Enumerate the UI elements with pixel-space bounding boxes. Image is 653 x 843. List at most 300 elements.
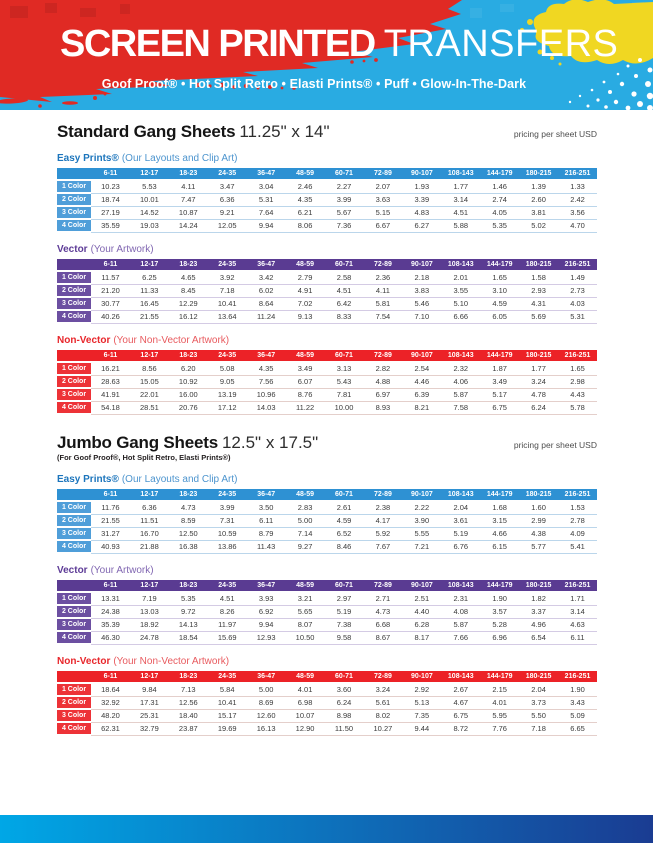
pricing-table-block-standard-easy-prints [57,152,597,233]
price-cell: 12.93 [247,632,286,645]
price-cell: 3.81 [519,207,558,220]
price-cell: 7.38 [325,619,364,632]
price-cell: 9.05 [208,376,247,389]
quantity-range-header: 36-47 [247,168,286,181]
price-cell: 21.88 [130,541,169,554]
footer-bar [0,815,653,843]
color-count-label: 2 Color [57,376,91,389]
quantity-range-header: 180-215 [519,259,558,272]
price-cell: 5.35 [480,220,519,233]
quantity-range-header: 12-17 [130,580,169,593]
price-row [57,606,597,619]
color-count-label: 4 Color [57,541,91,554]
price-cell: 6.98 [286,697,325,710]
price-cell: 3.56 [558,207,597,220]
price-row [57,402,597,415]
price-cell: 6.02 [247,285,286,298]
price-cell: 4.65 [169,272,208,285]
price-cell: 18.74 [91,194,130,207]
price-cell: 13.19 [208,389,247,402]
price-cell: 5.92 [363,528,402,541]
price-cell: 5.41 [558,541,597,554]
quantity-range-header: 18-23 [169,580,208,593]
price-cell: 4.01 [480,697,519,710]
price-cell: 10.41 [208,298,247,311]
color-count-label: 4 Color [57,311,91,324]
price-cell: 12.50 [169,528,208,541]
quantity-range-header: 216-251 [558,168,597,181]
price-cell: 7.64 [247,207,286,220]
price-cell: 7.18 [208,285,247,298]
pricing-table-block-standard-vector [57,243,597,324]
price-cell: 4.08 [441,606,480,619]
price-cell: 6.92 [247,606,286,619]
price-cell: 24.38 [91,606,130,619]
price-cell: 5.35 [169,593,208,606]
price-cell: 4.83 [402,207,441,220]
price-cell: 9.94 [247,619,286,632]
price-cell: 6.27 [402,220,441,233]
price-cell: 1.68 [480,502,519,515]
price-cell: 4.11 [363,285,402,298]
price-cell: 2.27 [325,181,364,194]
price-cell: 4.17 [363,515,402,528]
price-cell: 32.92 [91,697,130,710]
price-cell: 1.53 [558,502,597,515]
quantity-range-header: 24-35 [208,671,247,684]
price-cell: 35.59 [91,220,130,233]
price-cell: 6.54 [519,632,558,645]
table-category-label [57,152,597,165]
price-cell: 6.65 [558,723,597,736]
price-table-host [57,671,597,736]
price-cell: 3.47 [208,181,247,194]
price-cell: 9.72 [169,606,208,619]
price-cell: 10.59 [208,528,247,541]
price-cell: 10.41 [208,697,247,710]
price-cell: 7.19 [130,593,169,606]
price-cell: 32.79 [130,723,169,736]
quantity-range-header: 180-215 [519,489,558,502]
quantity-range-header: 24-35 [208,259,247,272]
price-cell: 5.67 [325,207,364,220]
price-cell: 5.00 [286,515,325,528]
price-cell: 2.54 [402,363,441,376]
quantity-range-header: 180-215 [519,580,558,593]
quantity-range-header: 72-89 [363,580,402,593]
price-cell: 6.21 [286,207,325,220]
quantity-range-header: 36-47 [247,671,286,684]
table-corner-cell [57,580,91,593]
price-cell: 1.49 [558,272,597,285]
price-cell: 2.71 [363,593,402,606]
section-sheet-size: 11.25" x 14" [239,122,330,141]
price-cell: 3.55 [441,285,480,298]
price-cell: 6.75 [480,402,519,415]
price-row [57,363,597,376]
quantity-range-header: 18-23 [169,350,208,363]
pricing-unit-note: pricing per sheet USD [513,129,597,139]
price-cell: 2.61 [325,502,364,515]
price-cell: 5.43 [325,376,364,389]
price-cell: 3.90 [402,515,441,528]
quantity-range-header: 60-71 [325,350,364,363]
price-cell: 6.25 [130,272,169,285]
price-cell: 1.87 [480,363,519,376]
price-cell: 4.31 [519,298,558,311]
price-cell: 11.33 [130,285,169,298]
price-row [57,723,597,736]
price-cell: 40.26 [91,311,130,324]
price-cell: 5.87 [441,389,480,402]
price-cell: 22.01 [130,389,169,402]
title-transfers: TRANSFERS [383,23,619,65]
price-row [57,619,597,632]
price-table [57,259,597,324]
price-row [57,207,597,220]
price-table [57,671,597,736]
price-cell: 4.91 [286,285,325,298]
price-cell: 4.35 [286,194,325,207]
price-table-host [57,350,597,415]
price-cell: 17.31 [130,697,169,710]
quantity-range-header: 24-35 [208,168,247,181]
price-cell: 14.03 [247,402,286,415]
color-count-label: 3 Color [57,298,91,311]
color-count-label: 1 Color [57,363,91,376]
color-count-label: 1 Color [57,502,91,515]
price-cell: 3.99 [208,502,247,515]
hero-banner [0,0,653,110]
price-cell: 1.77 [519,363,558,376]
quantity-range-header: 18-23 [169,489,208,502]
price-cell: 4.59 [325,515,364,528]
price-cell: 4.59 [480,298,519,311]
price-cell: 2.07 [363,181,402,194]
price-cell: 31.27 [91,528,130,541]
price-cell: 4.66 [480,528,519,541]
price-cell: 1.82 [519,593,558,606]
price-cell: 2.82 [363,363,402,376]
quantity-range-header: 24-35 [208,489,247,502]
quantity-range-header: 144-179 [480,580,519,593]
price-cell: 5.78 [558,402,597,415]
price-cell: 5.02 [519,220,558,233]
price-cell: 7.36 [325,220,364,233]
price-cell: 3.83 [402,285,441,298]
price-cell: 10.87 [169,207,208,220]
color-count-label: 3 Color [57,207,91,220]
price-cell: 6.52 [325,528,364,541]
price-cell: 5.61 [363,697,402,710]
price-cell: 8.76 [286,389,325,402]
table-corner-cell [57,671,91,684]
quantity-range-header: 108-143 [441,671,480,684]
table-corner-cell [57,350,91,363]
category-name: Easy Prints® [57,474,119,485]
quantity-range-header: 6-11 [91,580,130,593]
quantity-range-header: 180-215 [519,168,558,181]
price-cell: 5.13 [402,697,441,710]
color-count-label: 2 Color [57,194,91,207]
table-category-label [57,473,597,486]
price-cell: 4.09 [558,528,597,541]
color-count-label: 4 Color [57,632,91,645]
price-cell: 5.77 [519,541,558,554]
price-cell: 7.14 [286,528,325,541]
price-cell: 6.05 [480,311,519,324]
price-cell: 4.06 [441,376,480,389]
price-cell: 4.51 [325,285,364,298]
price-cell: 3.57 [480,606,519,619]
category-name: Non-Vector [57,656,111,667]
price-cell: 3.99 [325,194,364,207]
price-cell: 41.91 [91,389,130,402]
price-cell: 13.31 [91,593,130,606]
price-cell: 10.96 [247,389,286,402]
quantity-range-header: 180-215 [519,671,558,684]
price-cell: 8.45 [169,285,208,298]
price-cell: 24.78 [130,632,169,645]
price-cell: 2.04 [441,502,480,515]
price-cell: 7.58 [441,402,480,415]
price-row [57,502,597,515]
price-cell: 12.60 [247,710,286,723]
table-category-label [57,243,597,256]
price-cell: 1.39 [519,181,558,194]
price-cell: 3.10 [480,285,519,298]
quantity-range-header: 72-89 [363,259,402,272]
price-cell: 4.03 [558,298,597,311]
price-cell: 16.12 [169,311,208,324]
price-cell: 5.08 [208,363,247,376]
price-cell: 3.14 [558,606,597,619]
color-count-label: 2 Color [57,606,91,619]
price-cell: 11.22 [286,402,325,415]
price-cell: 1.33 [558,181,597,194]
price-cell: 4.73 [363,606,402,619]
quantity-range-header: 36-47 [247,489,286,502]
quantity-range-header: 72-89 [363,350,402,363]
price-cell: 8.33 [325,311,364,324]
price-cell: 11.97 [208,619,247,632]
price-cell: 3.04 [247,181,286,194]
price-cell: 4.88 [363,376,402,389]
price-cell: 10.07 [286,710,325,723]
price-table [57,350,597,415]
price-table-host [57,489,597,554]
price-cell: 1.71 [558,593,597,606]
price-cell: 2.31 [441,593,480,606]
price-row [57,710,597,723]
quantity-range-header: 90-107 [402,168,441,181]
price-cell: 12.90 [286,723,325,736]
price-cell: 15.17 [208,710,247,723]
pricing-table-block-jumbo-non-vector [57,655,597,736]
color-count-label: 1 Color [57,593,91,606]
price-cell: 2.93 [519,285,558,298]
price-cell: 5.50 [519,710,558,723]
quantity-range-header: 144-179 [480,489,519,502]
price-cell: 5.17 [480,389,519,402]
price-cell: 27.19 [91,207,130,220]
price-cell: 5.55 [402,528,441,541]
quantity-range-header: 72-89 [363,671,402,684]
price-cell: 2.42 [558,194,597,207]
price-cell: 1.60 [519,502,558,515]
quantity-range-header: 6-11 [91,350,130,363]
price-cell: 4.46 [402,376,441,389]
price-row [57,632,597,645]
quantity-range-header: 216-251 [558,350,597,363]
quantity-range-header: 144-179 [480,259,519,272]
quantity-range-header: 60-71 [325,168,364,181]
price-cell: 5.10 [441,298,480,311]
price-cell: 16.70 [130,528,169,541]
price-cell: 2.79 [286,272,325,285]
price-cell: 3.21 [286,593,325,606]
category-name: Vector [57,244,88,255]
price-cell: 7.31 [208,515,247,528]
section-standard-gang-sheets [57,122,597,415]
price-table [57,489,597,554]
category-description: (Your Artwork) [90,565,154,576]
price-cell: 7.81 [325,389,364,402]
content-area [0,122,653,736]
page-title [60,25,618,63]
section-title [57,122,330,142]
quantity-range-header: 6-11 [91,489,130,502]
price-cell: 8.06 [286,220,325,233]
price-row [57,298,597,311]
price-cell: 6.07 [286,376,325,389]
price-cell: 2.51 [402,593,441,606]
price-cell: 5.19 [441,528,480,541]
category-name: Easy Prints® [57,153,119,164]
price-cell: 10.23 [91,181,130,194]
quantity-range-header: 60-71 [325,259,364,272]
price-cell: 4.96 [519,619,558,632]
price-cell: 6.28 [402,619,441,632]
price-cell: 7.66 [441,632,480,645]
section-title-bold: Standard Gang Sheets [57,122,236,141]
price-cell: 2.22 [402,502,441,515]
price-cell: 11.76 [91,502,130,515]
price-cell: 11.43 [247,541,286,554]
quantity-range-header: 36-47 [247,350,286,363]
section-applicability-note: (For Goof Proof®, Hot Split Retro, Elasti Prints®) [57,453,231,462]
price-cell: 15.05 [130,376,169,389]
price-cell: 3.49 [480,376,519,389]
price-cell: 2.38 [363,502,402,515]
title-screen-printed: SCREEN PRINTED [60,23,375,65]
price-row [57,272,597,285]
price-cell: 5.31 [247,194,286,207]
category-description: (Your Non-Vector Artwork) [113,656,230,667]
price-cell: 9.21 [208,207,247,220]
quantity-range-header: 90-107 [402,350,441,363]
price-cell: 2.36 [363,272,402,285]
pricing-unit-note: pricing per sheet USD [513,440,597,450]
price-cell: 2.32 [441,363,480,376]
color-count-label: 3 Color [57,389,91,402]
price-cell: 1.77 [441,181,480,194]
price-cell: 6.76 [441,541,480,554]
price-cell: 2.15 [480,684,519,697]
price-cell: 5.95 [480,710,519,723]
quantity-range-header: 90-107 [402,671,441,684]
price-cell: 10.00 [325,402,364,415]
quantity-range-header: 18-23 [169,671,208,684]
price-row [57,220,597,233]
price-cell: 3.92 [208,272,247,285]
price-cell: 2.58 [325,272,364,285]
table-corner-cell [57,168,91,181]
price-cell: 10.50 [286,632,325,645]
category-name: Vector [57,565,88,576]
price-cell: 8.98 [325,710,364,723]
quantity-range-header: 36-47 [247,580,286,593]
price-row [57,684,597,697]
price-cell: 12.56 [169,697,208,710]
price-cell: 6.68 [363,619,402,632]
price-cell: 9.84 [130,684,169,697]
price-cell: 25.31 [130,710,169,723]
price-row [57,389,597,402]
quantity-range-header: 72-89 [363,489,402,502]
price-cell: 2.97 [325,593,364,606]
quantity-range-header: 90-107 [402,259,441,272]
quantity-range-header: 18-23 [169,168,208,181]
price-cell: 8.21 [402,402,441,415]
color-count-label: 2 Color [57,697,91,710]
price-cell: 10.92 [169,376,208,389]
quantity-range-header: 48-59 [286,671,325,684]
quantity-range-header: 12-17 [130,671,169,684]
price-cell: 11.51 [130,515,169,528]
quantity-range-header: 144-179 [480,168,519,181]
price-cell: 7.47 [169,194,208,207]
price-cell: 5.31 [558,311,597,324]
quantity-range-header: 6-11 [91,259,130,272]
price-cell: 7.02 [286,298,325,311]
color-count-label: 3 Color [57,710,91,723]
quantity-range-header: 108-143 [441,259,480,272]
price-table-host [57,168,597,233]
price-cell: 19.03 [130,220,169,233]
price-cell: 5.46 [402,298,441,311]
quantity-range-header: 108-143 [441,489,480,502]
price-cell: 6.36 [130,502,169,515]
price-cell: 4.78 [519,389,558,402]
price-row [57,181,597,194]
category-name: Non-Vector [57,335,111,346]
price-table-host [57,259,597,324]
price-cell: 18.40 [169,710,208,723]
price-row [57,285,597,298]
color-count-label: 1 Color [57,272,91,285]
price-cell: 6.96 [480,632,519,645]
section-jumbo-gang-sheets [57,433,597,736]
price-cell: 10.01 [130,194,169,207]
price-cell: 5.84 [208,684,247,697]
price-cell: 21.20 [91,285,130,298]
price-cell: 3.63 [363,194,402,207]
price-row [57,311,597,324]
category-description: (Our Layouts and Clip Art) [121,474,238,485]
price-cell: 2.78 [558,515,597,528]
color-count-label: 3 Color [57,619,91,632]
